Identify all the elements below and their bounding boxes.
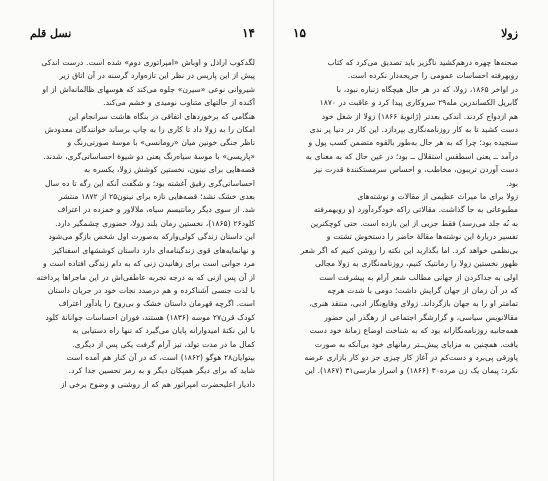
- right-running-title: زولا: [501, 27, 518, 40]
- text-line: پاورقی پی‌برد و دست‌کم در آغاز کار چیزی جز دو کار بازاری عرضه: [304, 352, 518, 362]
- text-line: شد. از سوی دیگر رمانتیسم سیاه، ملالاور و خمزده در اعتراف: [57, 205, 255, 215]
- text-line: کودک قرن۲۷ موسه (۱۸۳۶) هستند، فوران احساسات جوانانهٔ کلود: [45, 312, 255, 322]
- text-line: روبهرفته احساسات عمومی را جریحه‌دار نکرده است.: [347, 71, 518, 81]
- text-line: «پاریسی» با موسهٔ سیاه‌رنگ یعنی دو شیوهٔ احساساتی‌گری، شدند.: [43, 151, 255, 161]
- text-line: تفسیر دربارهٔ این نوشته‌ها مقالهٔ حاضر را دستخوش تشتت و: [326, 232, 518, 242]
- left-page: [0, 0, 273, 481]
- text-line: لگدکوب اراذل و اوباش «امپراتوری دوم» شده است. درست اندکی: [41, 58, 255, 67]
- text-line: است. اگرچه قهرمان داستان خشک و بی‌روح را یادآور اعتراف: [58, 299, 255, 309]
- text-line: بعدی خشک نشد؛ قصه‌هایی تازه برای نینون۲۵ از ۱۸۷۲ منتشر: [58, 192, 255, 202]
- text-line: یافت. همچنین به مزایای پیش‌ــتر رمانهای خود بی‌آنکه به صورت: [314, 339, 518, 349]
- text-line: سنجیده بود؛ چرا که به هر حال به‌طور بالقوه متضمن کسب پول و: [308, 138, 518, 148]
- text-line: شیروانی نوعی «سیرن» جلوه می‌کند که هوسهای ظالمانه‌اش از او: [42, 84, 255, 94]
- text-line: هنگامی که برخوردهای اتفاقی در بنگاه هاشت سرانجام این: [68, 111, 255, 121]
- right-page-number: ۱۵: [293, 26, 306, 40]
- book-gutter: [273, 0, 275, 481]
- text-line: بی‌نظمی خواهد کرد. اما بگذارید این نکته را روشن کنیم که اگر شعر: [300, 245, 518, 255]
- text-line: نکرد: پیمان یک زن مرده۳۰ (۱۸۶۶) و اسرار مارسی۳۱ (۱۸۶۷). این: [304, 366, 518, 376]
- text-line: از آن پس ازنی که به درجه تجربه عاطفی‌اش در این ماجراها پرداخته: [36, 272, 255, 282]
- text-line: دست کشید تا به کار روزنامه‌نگاری بپردازد. این کار در دنیا پر ندی: [309, 125, 518, 135]
- text-line: درآمد ــ یعنی اسطقس استقلال ــ بود؛ در عین حال که به معنای به: [305, 151, 518, 161]
- text-line: بیتوایان۲۸ هوگو (۱۸۶۲) است، که در آن کنار هم آمده است: [66, 352, 255, 362]
- right-body-text: [293, 56, 518, 378]
- text-line: بود.: [506, 178, 518, 188]
- right-page: [275, 0, 548, 481]
- text-line: کلود۲۶ (۱۸۶۵)، نخستین رمان بلند زولا، حضوری چشمگیر دارد.: [55, 218, 255, 228]
- text-line: صحنه‌ها چهره درهم‌کشید ناگزیر باید تصدیق می‌کرد که کتاب: [327, 58, 518, 67]
- text-line: قصه‌هایی برای نینون، نخستین کوشش زولا، یکسره به: [83, 165, 255, 175]
- text-line: امکان را به زولا داد تا کاری را به چاپ برساند خوانندگان معدودش: [44, 125, 255, 135]
- text-line: با لذت جنسی آشناکرده و هم درصدد نجات خود در جریان داستان: [47, 285, 255, 295]
- text-line: مطبوعاتی به جا گذاشت. مقالاتی راکه خودگردآورد (و روبهمرفته: [313, 205, 518, 215]
- text-line: همه‌جانبه روزنامه‌نگارانه بود که به شناخت اوضاع زمانهٔ خود دست: [309, 326, 518, 336]
- text-line: مقالانویس سیاسی، و گزارشگر اجتماعی از رهگذر این حضور: [324, 312, 518, 322]
- text-line: شاید که برای دیگر همپکان دیگر و به رمز تحسین جدا کرد.: [68, 366, 255, 376]
- text-line: احساساتی‌گری رقیق آغشته بود؛ و شگفت آنکه این رگه تا ده سال: [44, 178, 255, 188]
- text-line: تمامتر او را به جهان بازگرداند. زولای وقایع‌نگار ادبی، منتقد هنری،: [309, 299, 518, 309]
- text-line: هم ازدواج کردند. اندکی بعدتر (ژانویهٔ ۱۸۶۶) زولا از شغل خود: [321, 111, 518, 121]
- left-body-text: [30, 56, 255, 391]
- text-line: مرد جوانی است برای رهانیدن زنی که به دام زندگی افتاده است و: [42, 259, 255, 269]
- text-line: دادیار اعلیحضرت امپراتور هم که از روشنی و وضوح برخی از: [60, 379, 255, 389]
- text-line: و نهانمایه‌های قوی زندگینامه‌ای دارد داستان کوششهای اسفناکیز: [52, 245, 255, 255]
- left-page-number: ۱۴: [242, 26, 255, 40]
- text-line: ظهور نخستین زولا را رمانتیک کنیم، روزنامه‌نگاری به زولا مجالی: [315, 259, 518, 269]
- text-line: گابریل الکساندرین مله۲۹ سروکاری پیدا کرد و عاقبت در ۱۸۷۰: [319, 98, 518, 108]
- right-running-head: [293, 26, 518, 42]
- text-line: دست آوردن تریبون، مخاطب، و احساس سرمستکنندهٔ قدرت نیز: [313, 165, 518, 175]
- left-running-head: [30, 26, 255, 42]
- text-line: که در آن زمان از جهان گرایش داشت؛ دومی با شدت هرچه: [327, 285, 518, 295]
- text-line: آکنده از حالتهای متناوب نومیدی و خشم می‌کند.: [103, 98, 255, 108]
- text-line: در اواخر ۱۸۶۵، زولا، که در هر حال هیچگاه زنباره نبود، با: [336, 84, 518, 94]
- left-running-title: نسل قلم: [30, 27, 72, 40]
- text-line: ناظر جنگی خونین میان «رومانسی» با موسهٔ صورتی‌رنگ و: [67, 138, 255, 148]
- text-line: اولی به جداکردن از جهانی مطالب شعر آرام به پیشرفت است: [319, 272, 518, 282]
- text-line: این داستان زندگی کولی‌وارکه به‌صورت اول شخص بازگو می‌شود: [48, 232, 255, 242]
- text-line: با این نکتهٔ امیدوارانه پایان می‌گیرد که تنها راه دستیابی به: [72, 326, 255, 336]
- text-line: پیش از این پاریس در نظر این تازه‌وارد گرسنه در آن اتاق زیر: [59, 71, 255, 81]
- text-line: زولا برای ما میراث عظیمی از مقالات و نوشته‌های: [357, 192, 518, 202]
- text-line: به نُه جلد می‌رسد) فقط جزیی از این بازده است. حتی کوچکترین: [310, 218, 518, 228]
- text-line: کمال ما در مدت تولد، تیز آرام گرفت یکی پس از دیگری.: [72, 339, 255, 349]
